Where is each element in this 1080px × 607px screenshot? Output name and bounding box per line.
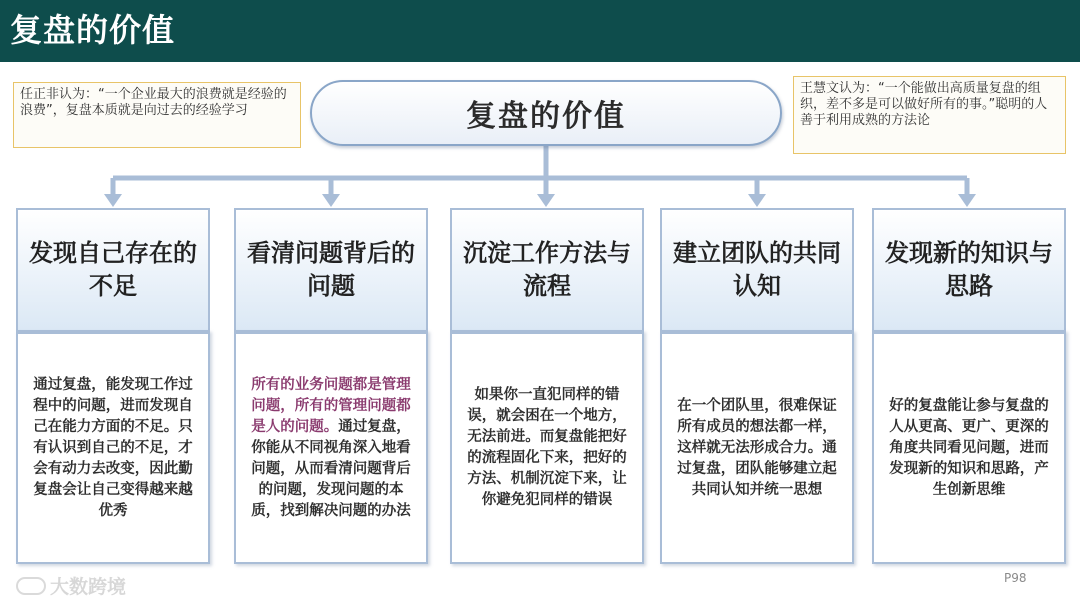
quote-wang-huiwen: 王慧文认为：“一个能做出高质量复盘的组织，差不多是可以做好所有的事。”聪明的人善于利用成熟的方法论 bbox=[793, 76, 1066, 154]
card-title: 发现新的知识与思路 bbox=[872, 208, 1066, 330]
card-text: 在一个团队里，很难保证所有成员的想法都一样，这样就无法形成合力。通过复盘，团队能够建立起共同认知并统一思想 bbox=[677, 397, 837, 498]
card-title: 沉淀工作方法与流程 bbox=[450, 208, 644, 330]
card-title: 建立团队的共同认知 bbox=[660, 208, 854, 330]
card-text: 好的复盘能让参与复盘的人从更高、更广、更深的角度共同看见问题，进而发现新的知识和思路，产生创新思维 bbox=[889, 397, 1049, 498]
card-title: 看清问题背后的问题 bbox=[234, 208, 428, 330]
arrow-head-4 bbox=[748, 194, 766, 207]
page-title: 复盘的价值 bbox=[10, 11, 176, 49]
card-body bbox=[234, 330, 428, 564]
card-body bbox=[450, 330, 644, 564]
card-body bbox=[872, 330, 1066, 564]
watermark-logo-icon bbox=[16, 577, 46, 595]
watermark bbox=[16, 572, 126, 599]
card-highlight-text: 所有的业务问题都是管理问题，所有的管理问题都是人的问题。 bbox=[251, 376, 411, 435]
card-text: 如果你一直犯同样的错误，就会困在一个地方，无法前进。而复盘能把好的流程固化下来，把好的方法、机制沉淀下来，让你避免犯同样的错误 bbox=[467, 387, 627, 508]
arrow-head-5 bbox=[958, 194, 976, 207]
card-text: 通过复盘，能发现工作过程中的问题，进而发现自己在能力方面的不足。只有认识到自己的不足，才会有动力去改变，因此勤复盘会让自己变得越来越优秀 bbox=[33, 376, 193, 519]
value-card-root-problem bbox=[234, 208, 428, 564]
card-body bbox=[660, 330, 854, 564]
arrow-head-2 bbox=[322, 194, 340, 207]
value-card-new-knowledge bbox=[872, 208, 1066, 564]
value-card-shortcomings bbox=[16, 208, 210, 564]
card-text: 通过复盘，你能从不同视角深入地看问题，从而看清问题背后的问题，发现问题的本质，找到解决问题的办法 bbox=[251, 418, 411, 519]
watermark-text: 大数跨境 bbox=[50, 576, 127, 598]
center-topic-label: 复盘的价值 bbox=[466, 99, 626, 134]
card-title: 发现自己存在的不足 bbox=[16, 208, 210, 330]
card-body bbox=[16, 330, 210, 564]
arrow-head-1 bbox=[104, 194, 122, 207]
value-card-methods bbox=[450, 208, 644, 564]
card-text-group bbox=[246, 375, 416, 522]
quote-ren-zhengfei: 任正非认为：“一个企业最大的浪费就是经验的浪费”，复盘本质就是向过去的经验学习 bbox=[13, 82, 301, 148]
title-bar bbox=[0, 0, 1080, 62]
page-number: P98 bbox=[1004, 571, 1027, 585]
center-topic bbox=[310, 80, 782, 146]
value-card-team-consensus bbox=[660, 208, 854, 564]
arrow-head-3 bbox=[537, 194, 555, 207]
